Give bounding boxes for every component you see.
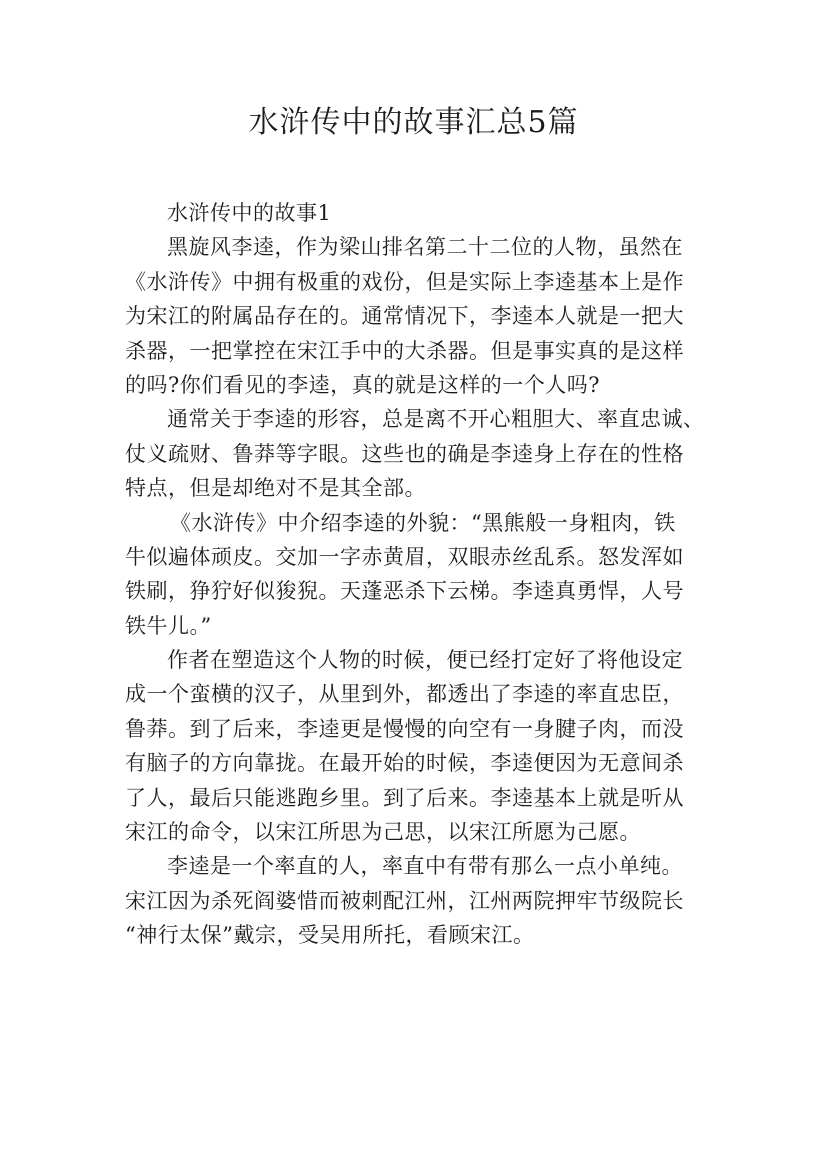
paragraph-3: [125, 506, 710, 644]
paragraph-line: 作者在塑造这个人物的时候，便已经打定好了将他设定: [167, 648, 683, 673]
paragraph-line: 鲁莽。到了后来，李逵更是慢慢的向空有一身腱子肉，而没: [125, 716, 684, 741]
paragraph-line: “神行太保”戴宗，受吴用所托，看顾宋江。: [125, 923, 535, 948]
paragraph-line: 李逵是一个率直的人，率直中有带有那么一点小单纯。: [167, 854, 683, 879]
paragraph-line: 特点，但是却绝对不是其全部。: [125, 476, 426, 501]
section-subtitle: 水浒传中的故事1: [167, 201, 332, 225]
paragraph-line: 《水浒传》中拥有极重的戏份，但是实际上李逵基本上是作: [125, 269, 684, 294]
paragraph-line: 成一个蛮横的汉子，从里到外，都透出了李逵的率直忠臣，: [125, 682, 684, 707]
paragraph-line: 《水浒传》中介绍李逵的外貌：“黑熊般一身粗肉，铁: [170, 510, 676, 535]
paragraph-line: 铁刷，狰狞好似狻猊。天蓬恶杀下云梯。李逵真勇悍，人号: [125, 579, 684, 604]
paragraph-line: 铁牛儿。”: [125, 613, 212, 638]
paragraph-4: [125, 643, 710, 849]
document-title: 水浒传中的故事汇总5篇: [248, 105, 579, 140]
paragraph-line: 有脑子的方向靠拢。在最开始的时候，李逵便因为无意间杀: [125, 751, 684, 776]
paragraph-line: 通常关于李逵的形容，总是离不开心粗胆大、率直忠诚、: [167, 407, 705, 432]
paragraph-line: 宋江因为杀死阎婆惜而被刺配江州，江州两院押牢节级院长: [125, 888, 684, 913]
paragraph-line: 宋江的命令，以宋江所思为己思，以宋江所愿为己愿。: [125, 820, 641, 845]
paragraph-line: 仗义疏财、鲁莽等字眼。这些也的确是李逵身上存在的性格: [125, 441, 684, 466]
paragraph-line: 的吗?你们看见的李逵，真的就是这样的一个人吗?: [125, 372, 601, 397]
paragraph-line: 牛似遍体顽皮。交加一字赤黄眉，双眼赤丝乱系。怒发浑如: [125, 544, 684, 569]
paragraph-line: 为宋江的附属品存在的。通常情况下，李逵本人就是一把大: [125, 304, 684, 329]
paragraph-line: 了人，最后只能逃跑乡里。到了后来。李逵基本上就是听从: [125, 785, 684, 810]
paragraph-1: [125, 230, 710, 402]
paragraph-5: [125, 849, 710, 952]
paragraph-line: 黑旋风李逵，作为梁山排名第二十二位的人物，虽然在: [167, 235, 683, 260]
paragraph-line: 杀器，一把掌控在宋江手中的大杀器。但是事实真的是这样: [125, 338, 684, 363]
paragraph-2: [125, 402, 710, 505]
document-body: [125, 196, 710, 953]
